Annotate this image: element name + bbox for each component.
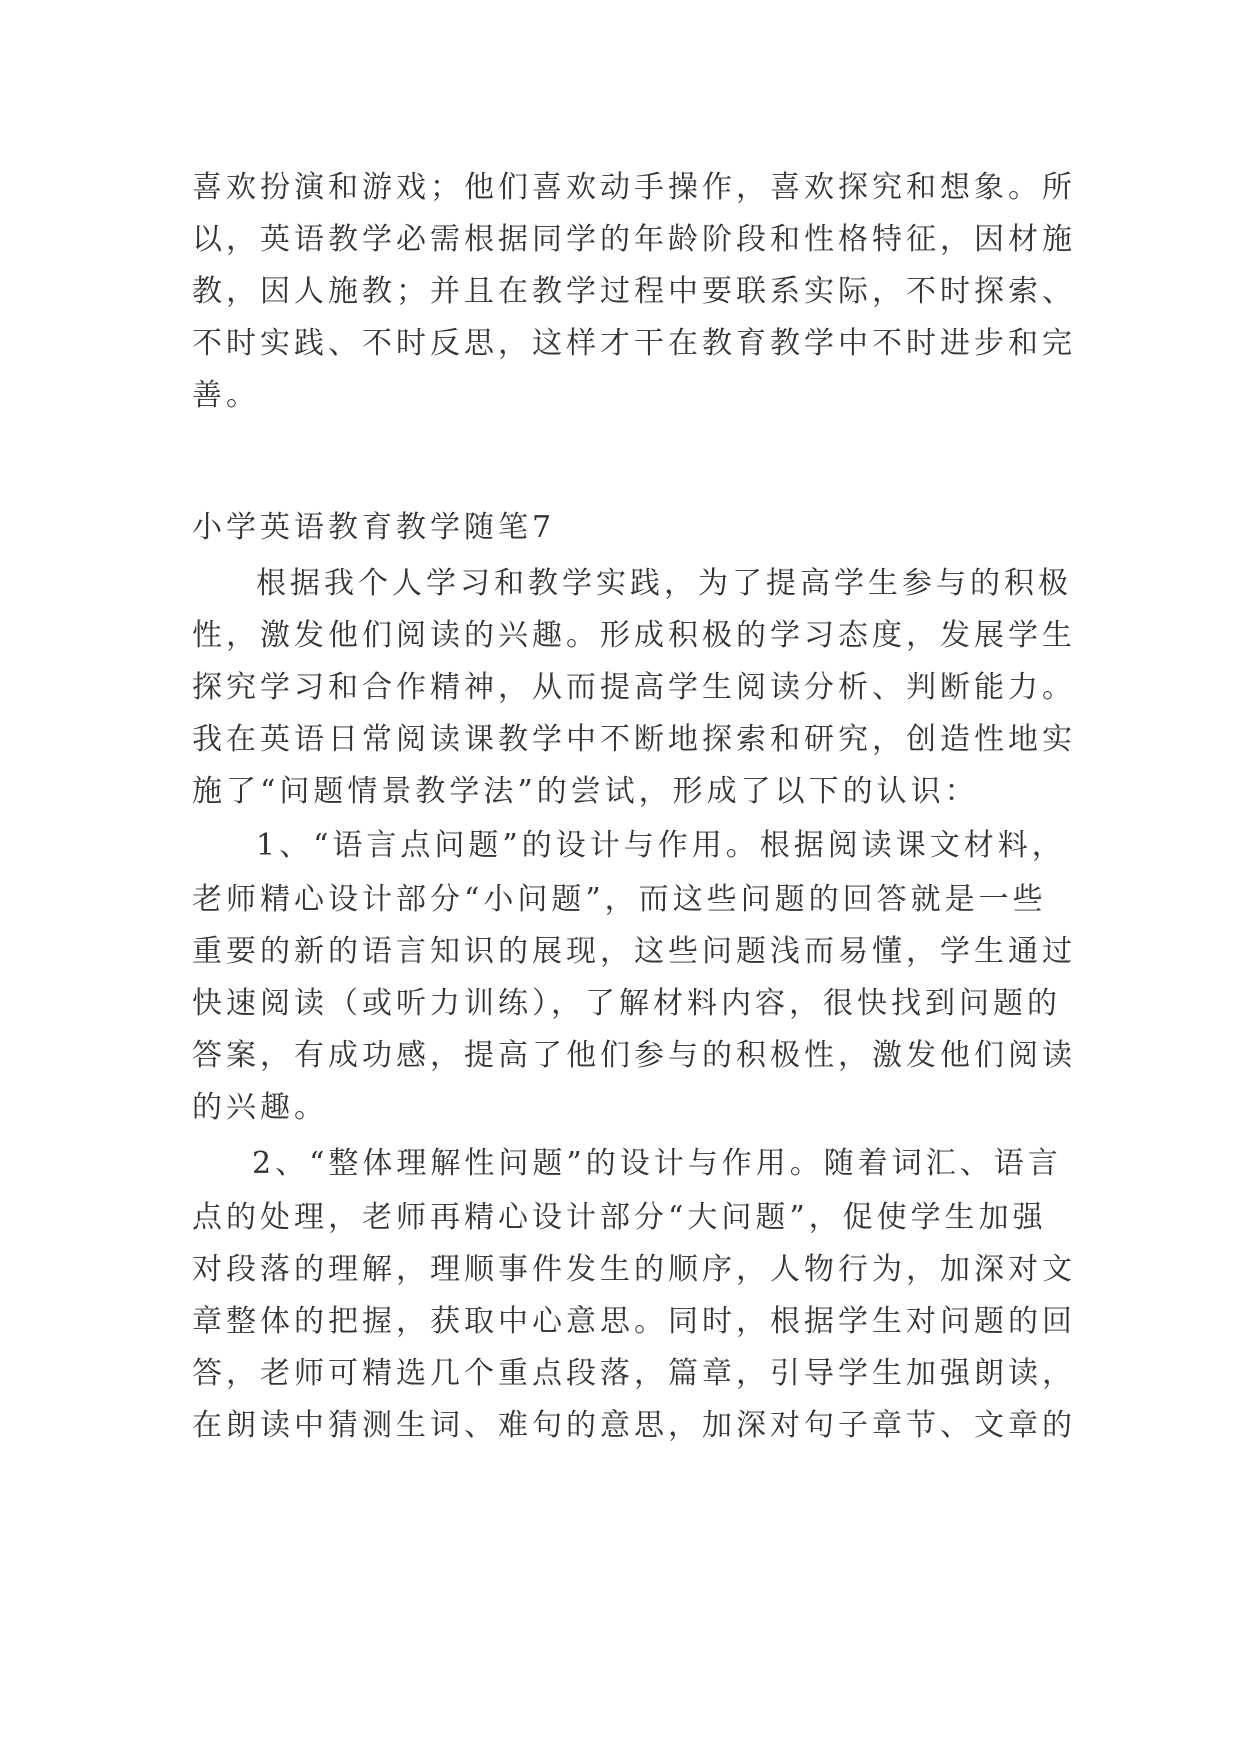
text-line: 喜欢扮演和游戏；他们喜欢动手操作，喜欢探究和想象。所 (192, 170, 1076, 205)
text-line: 答案，有成功感，提高了他们参与的积极性，激发他们阅读 (192, 1038, 1076, 1073)
text-line: 探究学习和合作精神，从而提高学生阅读分析、判断能力。 (192, 670, 1076, 705)
text-line: 性，激发他们阅读的兴趣。形成积极的学习态度，发展学生 (192, 618, 1076, 653)
text-line: 快速阅读（或听力训练），了解材料内容，很快找到问题的 (192, 986, 1061, 1021)
text-line: 对段落的理解，理顺事件发生的顺序，人物行为，加深对文 (192, 1252, 1076, 1287)
text-line: 点的处理，老师再精心设计部分“大问题”，促使学生加强 (192, 1200, 1047, 1235)
text-line: 我在英语日常阅读课教学中不断地探索和研究，创造性地实 (192, 722, 1076, 757)
text-line: 章整体的把握，获取中心意思。同时，根据学生对问题的回 (192, 1304, 1076, 1339)
text-line: 老师精心设计部分“小问题”，而这些问题的回答就是一些 (192, 882, 1047, 917)
text-line: 在朗读中猜测生词、难句的意思，加深对句子章节、文章的 (192, 1408, 1076, 1443)
text-line: 重要的新的语言知识的展现，这些问题浅而易懂，学生通过 (192, 934, 1076, 969)
text-line: 施了“问题情景教学法”的尝试，形成了以下的认识： (192, 774, 979, 809)
text-line: 根据我个人学习和教学实践，为了提高学生参与的积极 (256, 566, 1072, 601)
text-line: 2、“整体理解性问题”的设计与作用。随着词汇、语言 (252, 1146, 1062, 1181)
text-line: 不时实践、不时反思，这样才干在教育教学中不时进步和完 (192, 326, 1076, 361)
text-line: 答，老师可精选几个重点段落，篇章，引导学生加强朗读， (192, 1356, 1076, 1391)
text-line: 1、“语言点问题”的设计与作用。根据阅读课文材料， (256, 828, 1066, 863)
section-title: 小学英语教育教学随笔7 (192, 510, 556, 545)
text-line: 的兴趣。 (192, 1090, 328, 1125)
text-line: 以，英语教学必需根据同学的年龄阶段和性格特征，因材施 (192, 222, 1076, 257)
text-line: 善。 (192, 378, 260, 413)
text-line: 教，因人施教；并且在教学过程中要联系实际，不时探索、 (192, 274, 1076, 309)
